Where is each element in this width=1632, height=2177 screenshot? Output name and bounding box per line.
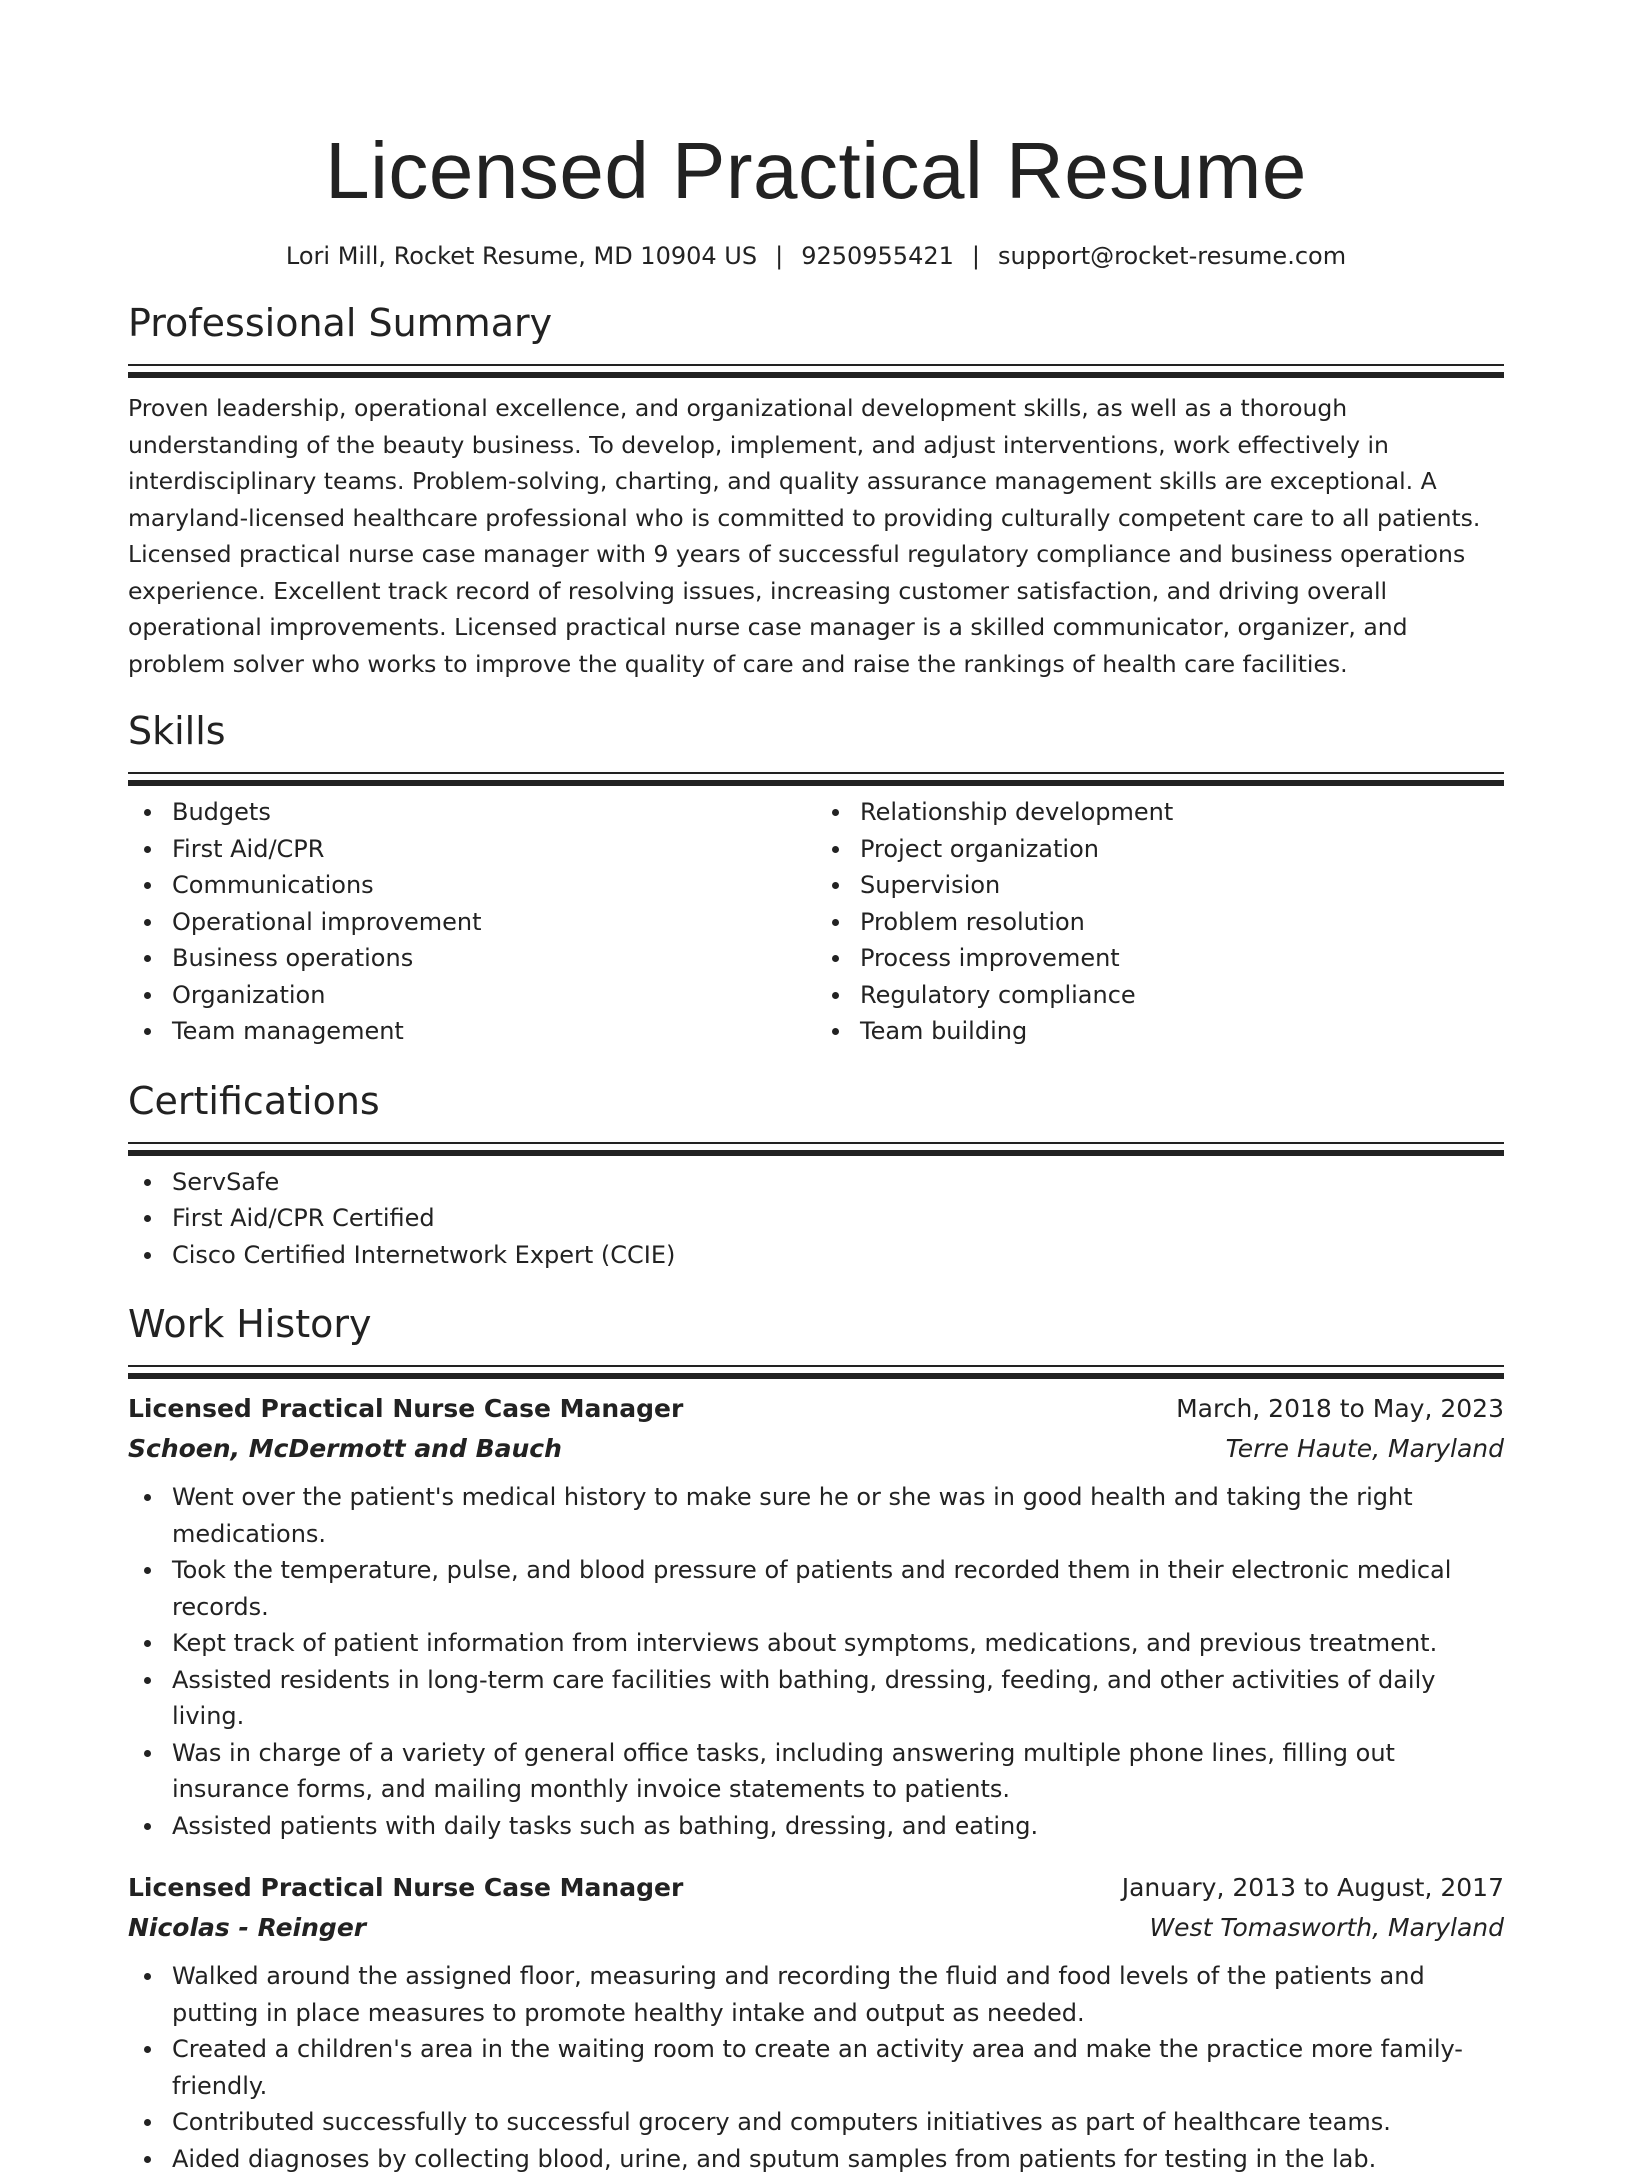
- work-history-section: [128, 1301, 1504, 2177]
- list-item: Process improvement: [860, 940, 1504, 977]
- section-title-skills: Skills: [128, 708, 1504, 754]
- certifications-list: [128, 1164, 1504, 1274]
- contact-phone: 9250955421: [801, 242, 954, 270]
- job-title: Licensed Practical Nurse Case Manager: [128, 1389, 683, 1429]
- list-item: Business operations: [172, 940, 816, 977]
- job-dates: March, 2018 to May, 2023: [1176, 1389, 1504, 1429]
- skills-list-right: [816, 794, 1504, 1050]
- section-title-work-history: Work History: [128, 1301, 1504, 1347]
- contact-line: [128, 236, 1504, 276]
- list-item: Assisted residents in long-term care facilities with bathing, dressing, feeding, and other activities of daily living.: [172, 1662, 1504, 1735]
- list-item: Kept track of patient information from interviews about symptoms, medications, and previous treatment.: [172, 1625, 1504, 1662]
- contact-address: Lori Mill, Rocket Resume, MD 10904 US: [286, 242, 757, 270]
- list-item: First Aid/CPR Certified: [172, 1200, 1504, 1237]
- list-item: Supervision: [860, 867, 1504, 904]
- section-divider: [128, 772, 1504, 780]
- job-header: [128, 1868, 1504, 1908]
- list-item: Took the temperature, pulse, and blood pressure of patients and recorded them in their electronic medical records.: [172, 1552, 1504, 1625]
- list-item: Created a children's area in the waiting room to create an activity area and make the practice more family-friendly.: [172, 2031, 1504, 2104]
- list-item: First Aid/CPR: [172, 831, 816, 868]
- list-item: Operational improvement: [172, 904, 816, 941]
- section-title-certifications: Certifications: [128, 1078, 1504, 1124]
- list-item: Went over the patient's medical history to make sure he or she was in good health and taking the right medications.: [172, 1479, 1504, 1552]
- list-item: Contributed successfully to successful grocery and computers initiatives as part of healthcare teams.: [172, 2104, 1504, 2141]
- list-item: Organization: [172, 977, 816, 1014]
- summary-section: [128, 300, 1504, 682]
- job-dates: January, 2013 to August, 2017: [1122, 1868, 1504, 1908]
- list-item: Communications: [172, 867, 816, 904]
- contact-separator: |: [757, 242, 801, 270]
- section-title-summary: Professional Summary: [128, 300, 1504, 346]
- contact-separator: |: [954, 242, 998, 270]
- job-subheader: [128, 1429, 1504, 1469]
- job-subheader: [128, 1908, 1504, 1948]
- job-location: Terre Haute, Maryland: [1226, 1429, 1504, 1469]
- skills-section: [128, 708, 1504, 1050]
- certifications-section: [128, 1078, 1504, 1274]
- job-header: [128, 1389, 1504, 1429]
- list-item: Aided diagnoses by collecting blood, urine, and sputum samples from patients for testing in the lab.: [172, 2141, 1504, 2177]
- job-title: Licensed Practical Nurse Case Manager: [128, 1868, 683, 1908]
- list-item: Assisted patients with daily tasks such as bathing, dressing, and eating.: [172, 1808, 1504, 1845]
- contact-email: support@rocket-resume.com: [998, 242, 1346, 270]
- skills-columns: [128, 794, 1504, 1050]
- section-divider: [128, 1142, 1504, 1150]
- job-list: [128, 1389, 1504, 2177]
- list-item: Problem resolution: [860, 904, 1504, 941]
- skills-list-left: [128, 794, 816, 1050]
- section-divider: [128, 1365, 1504, 1373]
- job-entry: [128, 1389, 1504, 1844]
- list-item: Budgets: [172, 794, 816, 831]
- job-location: West Tomasworth, Maryland: [1149, 1908, 1504, 1948]
- job-bullets: [128, 1479, 1504, 1844]
- page-title: Licensed Practical Resume: [128, 0, 1504, 220]
- list-item: Team building: [860, 1013, 1504, 1050]
- job-company: Nicolas - Reinger: [128, 1908, 366, 1948]
- list-item: ServSafe: [172, 1164, 1504, 1201]
- list-item: Walked around the assigned floor, measuring and recording the fluid and food levels of the patients and putting in place measures to promote healthy intake and output as needed.: [172, 1958, 1504, 2031]
- list-item: Regulatory compliance: [860, 977, 1504, 1014]
- job-entry: [128, 1868, 1504, 2177]
- summary-text: Proven leadership, operational excellence, and organizational development skills, as well as a thorough understanding of the beauty business. To develop, implement, and adjust interventions, work effectively in interdisciplinary teams. Problem-solving, charting, and quality assurance management skills are exceptional. A maryland-licensed healthcare professional who is committed to providing culturally competent care to all patients. Licensed practical nurse case manager with 9 years of successful regulatory compliance and business operations experience. Excellent track record of resolving issues, increasing customer satisfaction, and driving overall operational improvements. Licensed practical nurse case manager is a skilled communicator, organizer, and problem solver who works to improve the quality of care and raise the rankings of health care facilities.: [128, 390, 1504, 682]
- list-item: Cisco Certified Internetwork Expert (CCIE): [172, 1237, 1504, 1274]
- list-item: Team management: [172, 1013, 816, 1050]
- resume-page: [128, 0, 1504, 2177]
- job-company: Schoen, McDermott and Bauch: [128, 1429, 562, 1469]
- list-item: Relationship development: [860, 794, 1504, 831]
- section-divider: [128, 364, 1504, 372]
- list-item: Was in charge of a variety of general office tasks, including answering multiple phone lines, filling out insurance forms, and mailing monthly invoice statements to patients.: [172, 1735, 1504, 1808]
- list-item: Project organization: [860, 831, 1504, 868]
- job-bullets: [128, 1958, 1504, 2177]
